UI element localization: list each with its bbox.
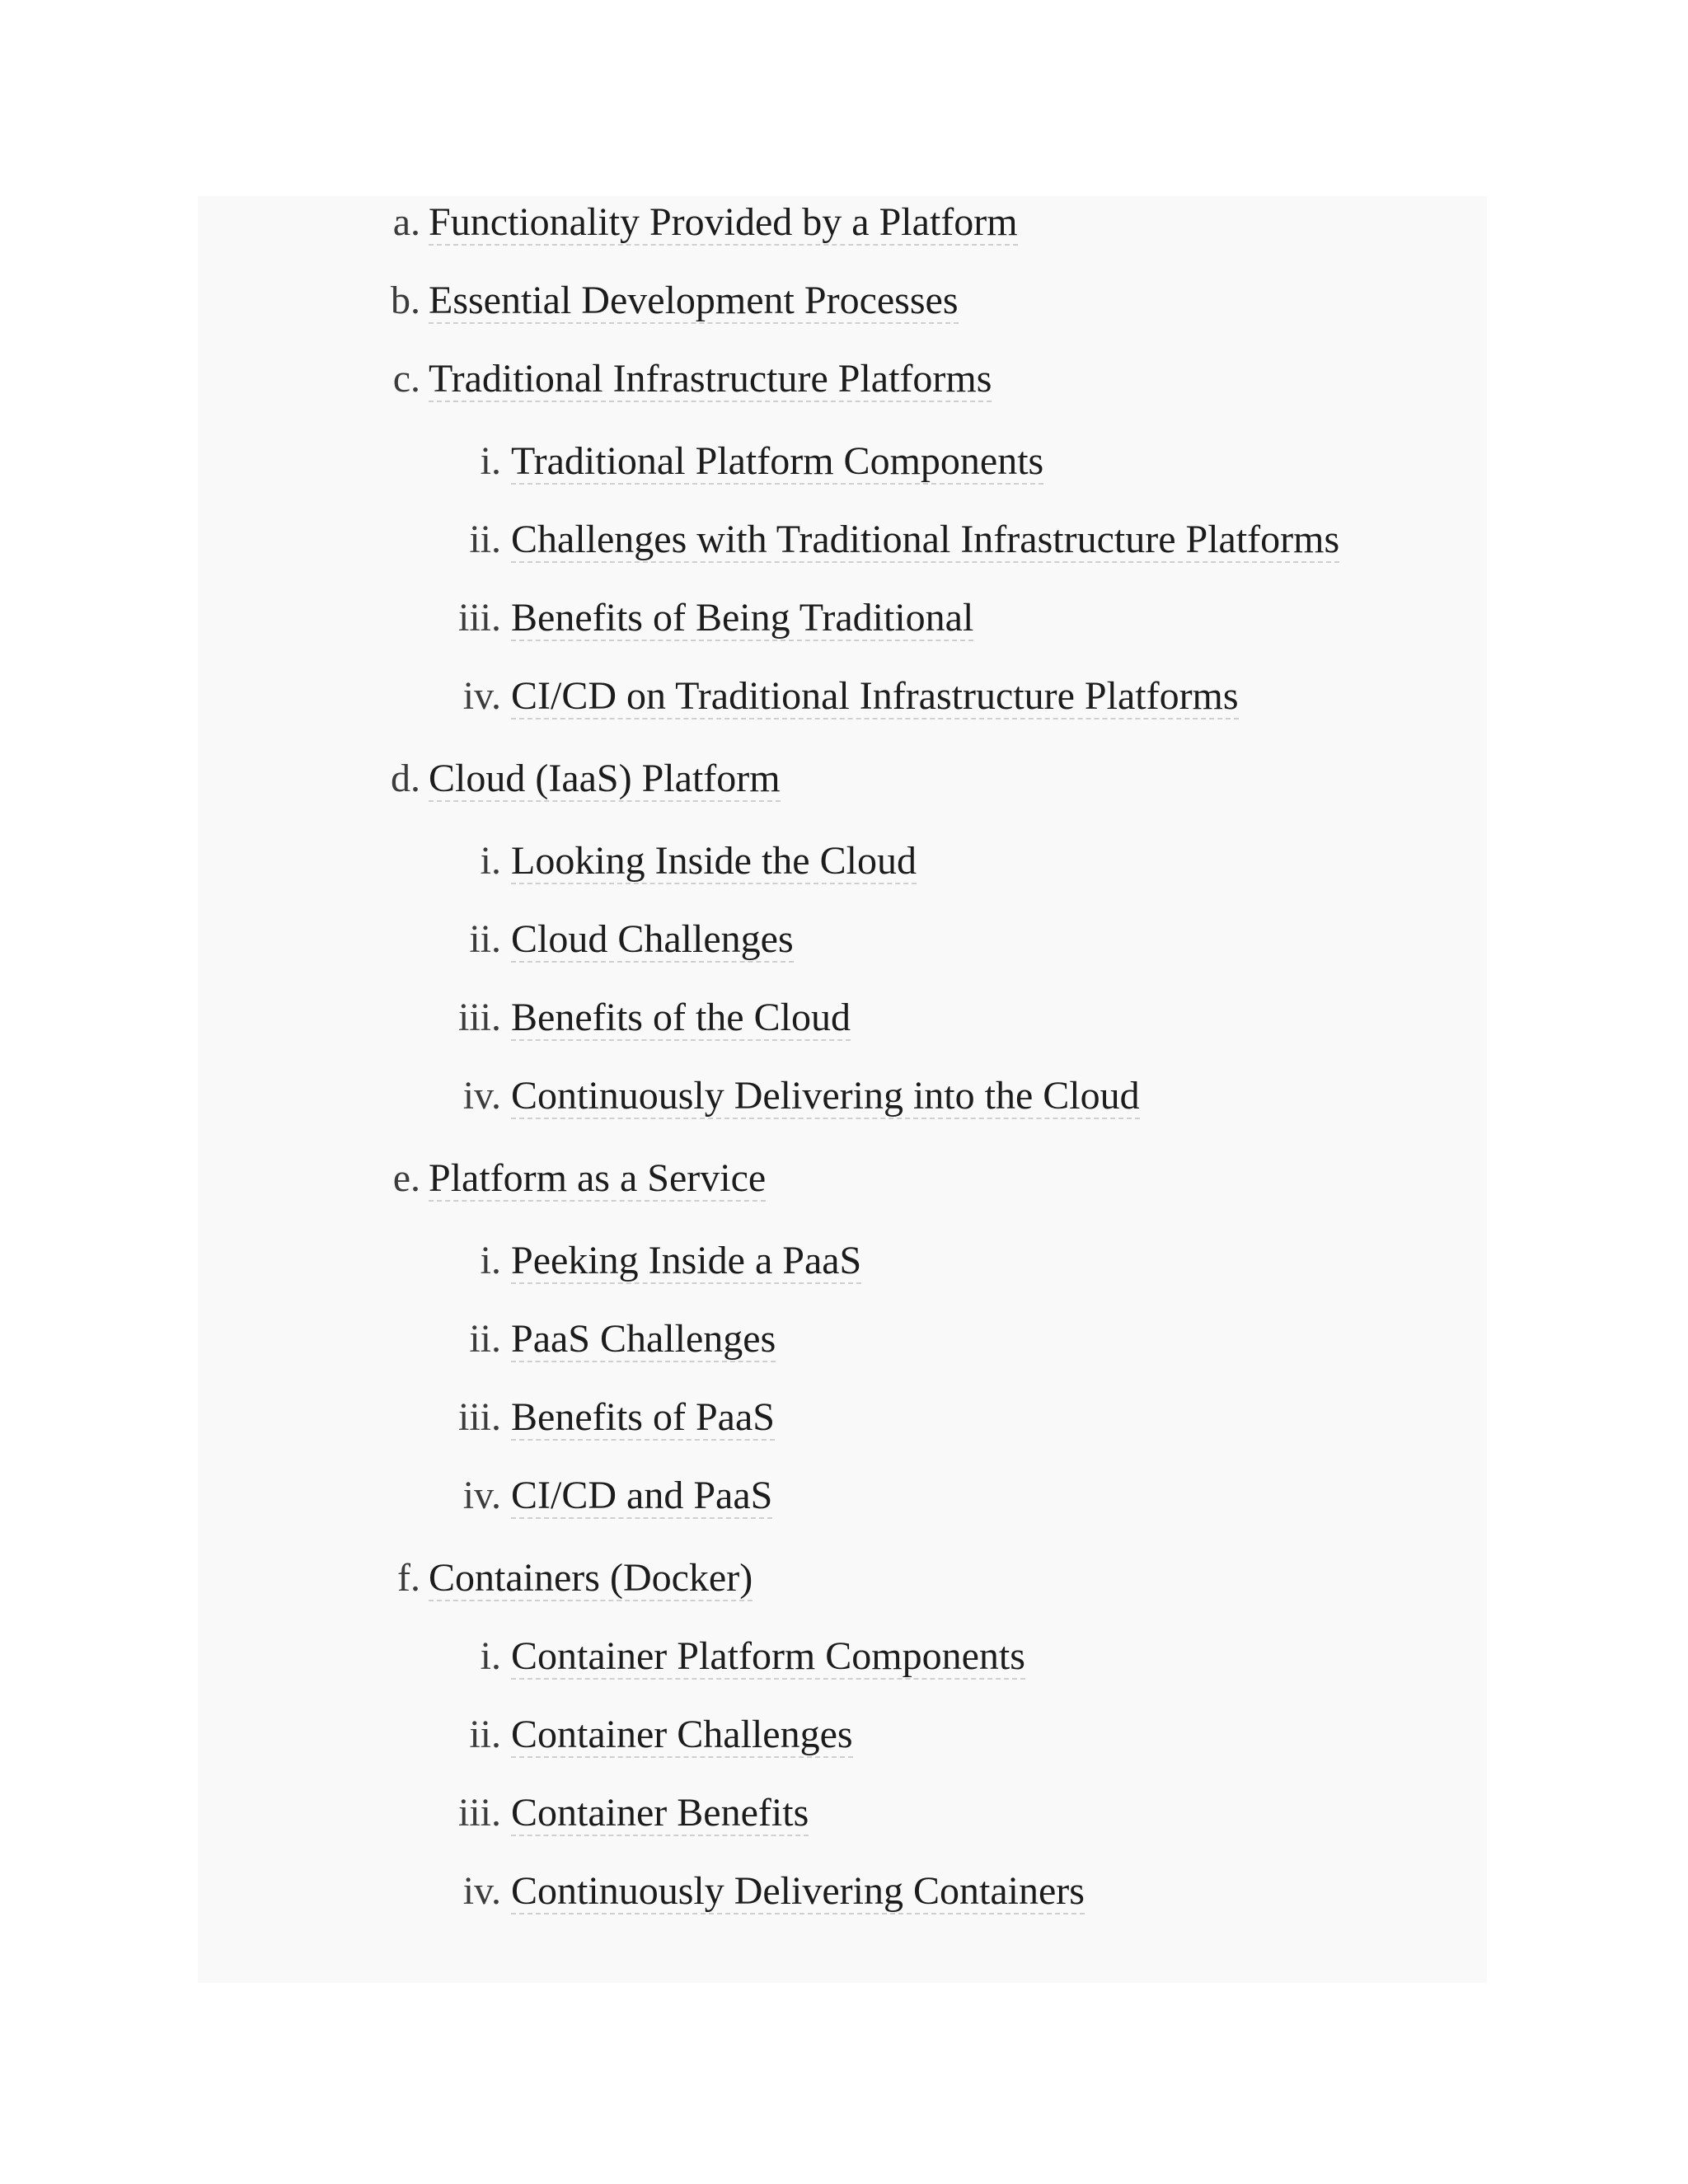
list-marker: iv. [462, 674, 501, 718]
toc-link[interactable]: Benefits of Being Traditional [511, 596, 974, 640]
toc-link-development-processes[interactable]: Essential Development Processes [429, 279, 959, 322]
list-marker: b. [391, 279, 420, 322]
toc-link[interactable]: CI/CD and PaaS [511, 1474, 773, 1517]
table-of-contents [198, 196, 1339, 1943]
toc-item-f [198, 1552, 1339, 1630]
toc-link[interactable]: Continuously Delivering into the Cloud [511, 1074, 1140, 1118]
toc-link[interactable]: Benefits of PaaS [511, 1395, 775, 1439]
toc-link[interactable]: Peeking Inside a PaaS [511, 1239, 862, 1282]
list-marker: a. [392, 200, 420, 244]
list-marker: iii. [457, 996, 501, 1039]
toc-link-paas[interactable]: Platform as a Service [429, 1156, 767, 1200]
toc-item-c [198, 353, 1339, 431]
toc-link-cloud-platform[interactable]: Cloud (IaaS) Platform [429, 757, 781, 800]
toc-subitem-c-iv [198, 670, 1339, 748]
toc-link[interactable]: Container Platform Components [511, 1634, 1025, 1678]
toc-subitem-f-iv [198, 1865, 1339, 1943]
toc-link-functionality[interactable]: Functionality Provided by a Platform [429, 200, 1018, 244]
toc-link-traditional-platforms[interactable]: Traditional Infrastructure Platforms [429, 357, 992, 401]
toc-subitem-e-i [198, 1235, 1339, 1313]
list-marker: d. [391, 757, 420, 800]
toc-link[interactable]: Container Challenges [511, 1713, 853, 1756]
list-marker: ii. [469, 1713, 501, 1756]
toc-link[interactable]: Looking Inside the Cloud [511, 839, 917, 883]
toc-subitem-c-iii [198, 592, 1339, 670]
toc-link[interactable]: Challenges with Traditional Infrastructure Platforms [511, 518, 1340, 561]
toc-subitem-d-iv [198, 1070, 1339, 1148]
toc-link[interactable]: Cloud Challenges [511, 917, 794, 961]
toc-panel [198, 196, 1487, 1983]
toc-subitem-f-ii [198, 1708, 1339, 1787]
toc-link[interactable]: PaaS Challenges [511, 1317, 776, 1361]
list-marker: f. [397, 1556, 420, 1600]
toc-link-containers[interactable]: Containers (Docker) [429, 1556, 753, 1600]
toc-subitem-f-i [198, 1630, 1339, 1708]
list-marker: i. [480, 1634, 501, 1678]
list-marker: ii. [469, 917, 501, 961]
list-marker: i. [480, 839, 501, 883]
list-marker: e. [392, 1156, 420, 1200]
toc-item-d [198, 752, 1339, 831]
toc-link[interactable]: Container Benefits [511, 1791, 809, 1835]
list-marker: ii. [469, 1317, 501, 1361]
toc-link[interactable]: Continuously Delivering Containers [511, 1869, 1085, 1913]
list-marker: i. [480, 1239, 501, 1282]
list-marker: iv. [462, 1074, 501, 1118]
toc-link[interactable]: Benefits of the Cloud [511, 996, 851, 1039]
toc-link[interactable]: CI/CD on Traditional Infrastructure Platforms [511, 674, 1239, 718]
list-marker: iv. [462, 1869, 501, 1913]
toc-subitem-e-iii [198, 1391, 1339, 1469]
toc-subitem-c-ii [198, 513, 1339, 592]
toc-item-b [198, 274, 1339, 353]
list-marker: c. [392, 357, 420, 401]
toc-subitem-d-ii [198, 913, 1339, 991]
list-marker: iii. [457, 1395, 501, 1439]
toc-subitem-d-i [198, 835, 1339, 913]
toc-item-a [198, 196, 1339, 274]
toc-subitem-c-i [198, 435, 1339, 513]
toc-link[interactable]: Traditional Platform Components [511, 439, 1044, 483]
toc-item-e [198, 1152, 1339, 1230]
list-marker: i. [480, 439, 501, 483]
toc-subitem-f-iii [198, 1787, 1339, 1865]
toc-subitem-e-ii [198, 1313, 1339, 1391]
toc-subitem-e-iv [198, 1469, 1339, 1548]
toc-subitem-d-iii [198, 991, 1339, 1070]
list-marker: ii. [469, 518, 501, 561]
list-marker: iii. [457, 596, 501, 640]
list-marker: iii. [457, 1791, 501, 1835]
list-marker: iv. [462, 1474, 501, 1517]
